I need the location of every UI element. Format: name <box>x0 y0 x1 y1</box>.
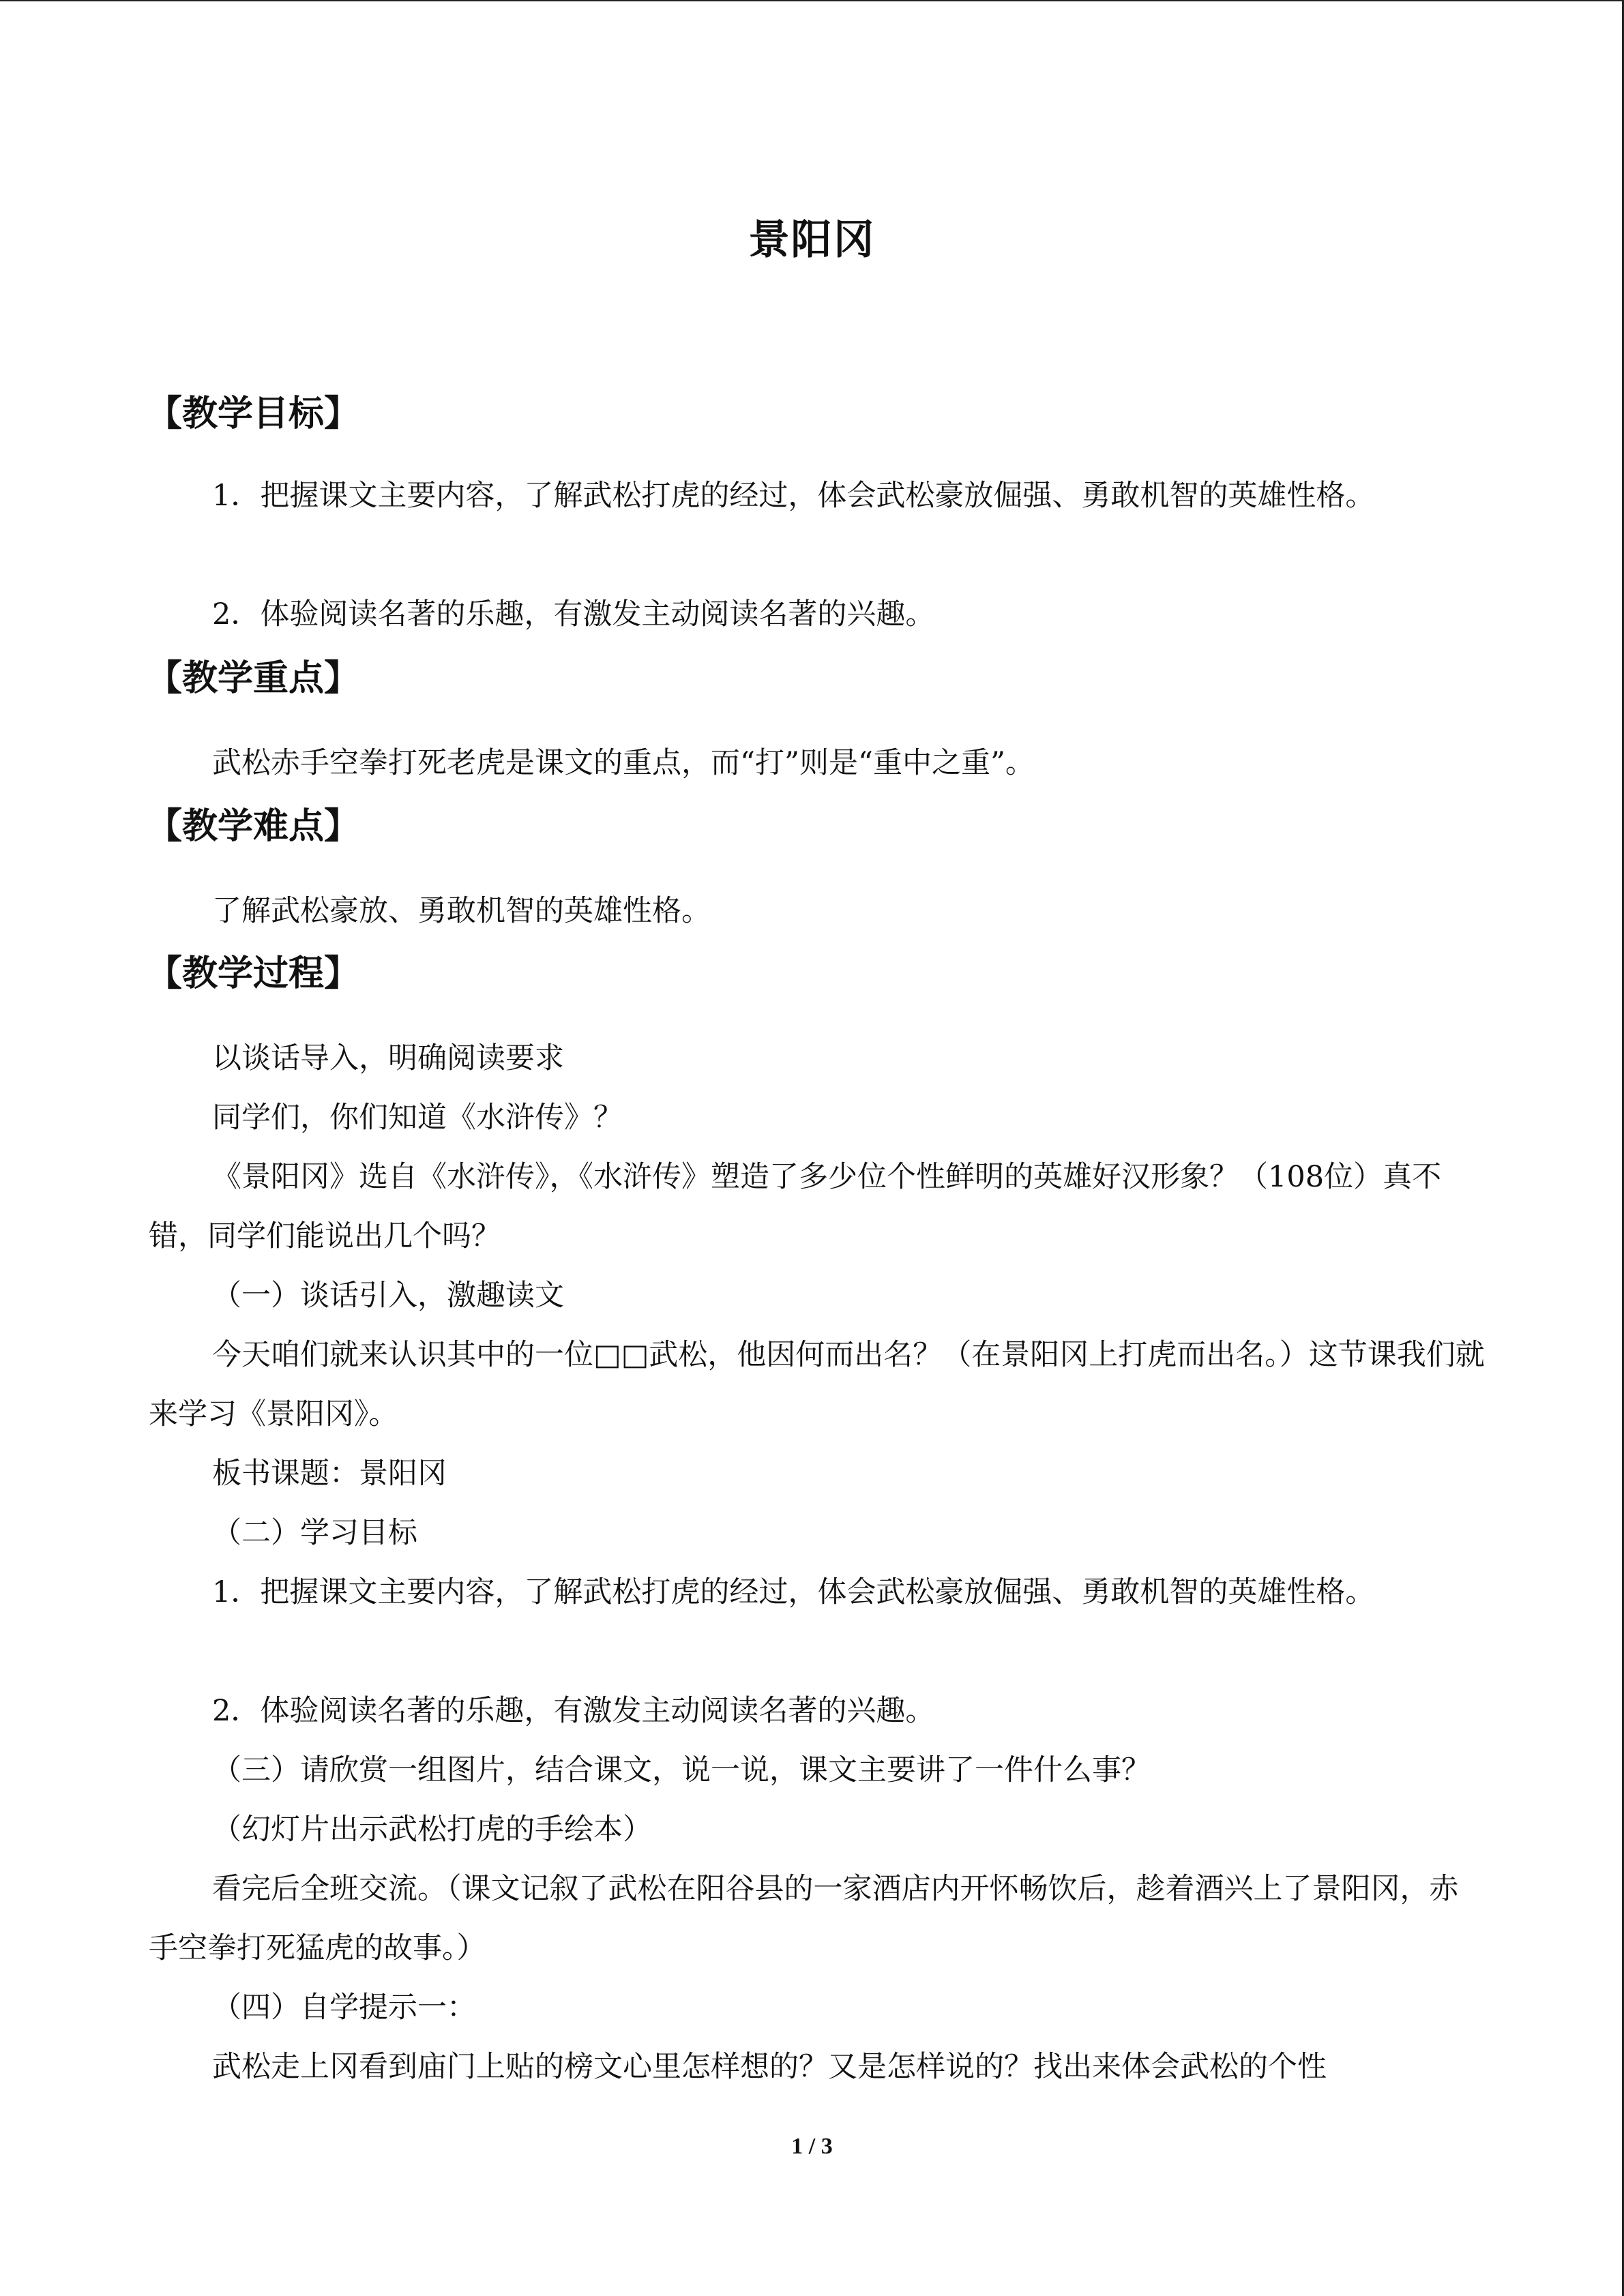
process-paragraph-2: 同学们，你们知道《水浒传》？ <box>212 1101 623 1135</box>
process-paragraph-10: （三）请欣赏一组图片，结合课文，说一说，课文主要讲了一件什么事？ <box>212 1753 1151 1787</box>
heading-difficulties: 【教学难点】 <box>147 806 360 847</box>
page-number: 1 / 3 <box>791 2134 833 2159</box>
process-paragraph-5: 今天咱们就来认识其中的一位□□武松，他因何而出名？（在景阳冈上打虎而出名。）这节课我们就来学习《景阳冈》。 <box>149 1338 1485 1431</box>
process-paragraph-11: （幻灯片出示武松打虎的手绘本） <box>212 1813 652 1847</box>
objective-item-1: 1．把握课文主要内容，了解武松打虎的经过，体会武松豪放倔强、勇敢机智的英雄性格。 <box>212 479 1375 513</box>
difficulties-text: 了解武松豪放、勇敢机智的英雄性格。 <box>212 894 711 928</box>
process-paragraph-14: 武松走上冈看到庙门上贴的榜文心里怎样想的？又是怎样说的？找出来体会武松的个性 <box>212 2050 1327 2084</box>
process-paragraph-7: （二）学习目标 <box>212 1516 417 1550</box>
process-paragraph-1: 以谈话导入，明确阅读要求 <box>212 1041 564 1075</box>
heading-key-points: 【教学重点】 <box>147 658 360 699</box>
key-points-text: 武松赤手空拳打死老虎是课文的重点，而“打”则是“重中之重”。 <box>212 746 1035 780</box>
process-paragraph-12: 看完后全班交流。（课文记叙了武松在阳谷县的一家酒店内开怀畅饮后，趁着酒兴上了景阳冈，赤手空拳打死猛虎的故事。） <box>149 1872 1459 1965</box>
process-paragraph-9: 2．体验阅读名著的乐趣，有激发主动阅读名著的兴趣。 <box>212 1694 935 1728</box>
top-border-line <box>0 0 1624 1</box>
heading-process: 【教学过程】 <box>147 953 360 994</box>
process-paragraph-4: （一）谈话引入，激趣读文 <box>212 1279 564 1313</box>
objective-item-2: 2．体验阅读名著的乐趣，有激发主动阅读名著的兴趣。 <box>212 597 935 631</box>
process-paragraph-6: 板书课题：景阳冈 <box>212 1457 447 1491</box>
process-paragraph-3: 《景阳冈》选自《水浒传》，《水浒传》塑造了多少位个性鲜明的英雄好汉形象？（108位）真不错，同学们能说出几个吗？ <box>149 1160 1442 1253</box>
page-title: 景阳冈 <box>748 216 876 264</box>
heading-objectives: 【教学目标】 <box>147 393 360 434</box>
process-paragraph-8: 1．把握课文主要内容，了解武松打虎的经过，体会武松豪放倔强、勇敢机智的英雄性格。 <box>212 1575 1375 1609</box>
process-paragraph-13: （四）自学提示一： <box>212 1991 476 2025</box>
